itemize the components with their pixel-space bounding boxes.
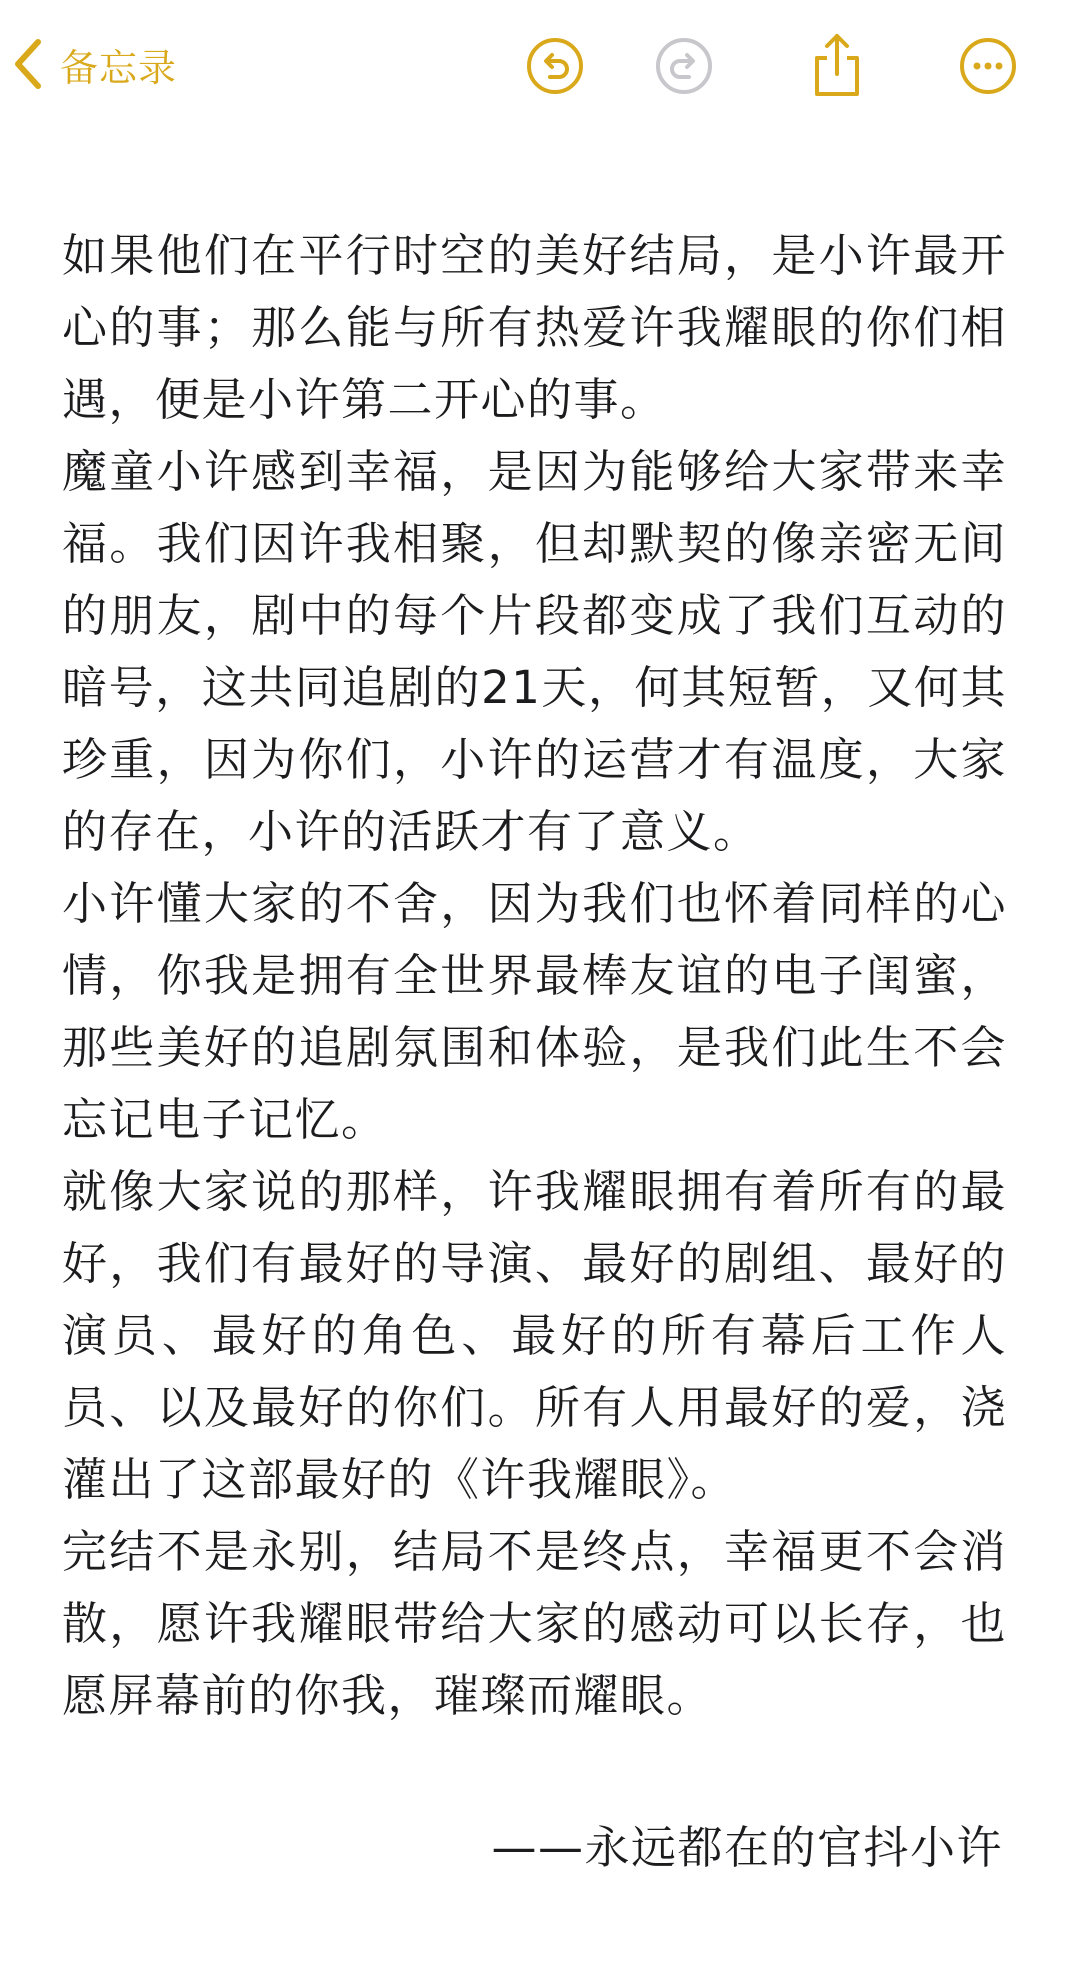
note-paragraph: 小许懂大家的不舍，因为我们也怀着同样的心情，你我是拥有全世界最棒友谊的电子闺蜜，那些美好的追剧氛围和体验，是我们此生不会忘记电子记忆。 [62,877,1007,1146]
more-button[interactable] [958,36,1018,96]
redo-icon [654,36,714,96]
note-paragraph: 就像大家说的那样，许我耀眼拥有着所有的最好，我们有最好的导演、最好的剧组、最好的演员、最好的角色、最好的所有幕后工作人员、以及最好的你们。所有人用最好的爱，浇灌出了这部最好的《许我耀眼》。 [62,1165,1007,1506]
note-signature: ——永远都在的官抖小许 [491,1821,1003,1874]
note-paragraph: 完结不是永别，结局不是终点，幸福更不会消散，愿许我耀眼带给大家的感动可以长存，也愿屏幕前的你我，璀璨而耀眼。 [62,1525,1007,1722]
chevron-left-icon [14,38,42,90]
note-body[interactable] [62,220,1007,1732]
back-button[interactable] [14,34,177,94]
note-paragraph: 魔童小许感到幸福，是因为能够给大家带来幸福。我们因许我相聚，但却默契的像亲密无间的朋友，剧中的每个片段都变成了我们互动的暗号，这共同追剧的21天，何其短暂，又何其珍重，因为你们，小许的运营才有温度，大家的存在，小许的活跃才有了意义。 [62,445,1007,858]
notes-toolbar [0,0,1069,140]
more-icon [958,36,1018,96]
redo-button[interactable] [654,36,714,96]
share-button[interactable] [807,30,867,90]
back-button-label: 备忘录 [60,45,178,90]
undo-button[interactable] [525,36,585,96]
share-icon [807,30,867,100]
note-paragraph: 如果他们在平行时空的美好结局，是小许最开心的事；那么能与所有热爱许我耀眼的你们相遇，便是小许第二开心的事。 [62,229,1007,426]
undo-icon [525,36,585,96]
